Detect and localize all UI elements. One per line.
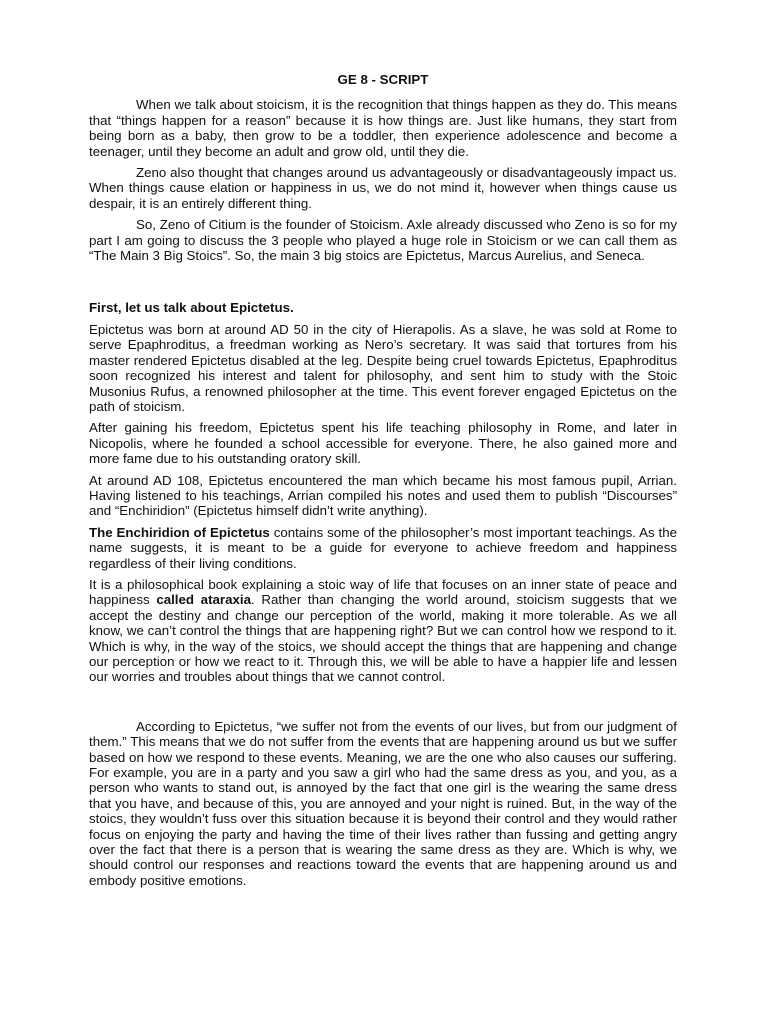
epictetus-paragraph-2: After gaining his freedom, Epictetus spent his life teaching philosophy in Rome, and later in Nicopolis, where he founded a school accessible for everyone. There, he also gained more and more fame due to his outstanding oratory skill. <box>89 420 677 467</box>
ataraxia-text-after: . Rather than changing the world around, stoicism suggests that we accept the destiny and change our perception of the world, making it more tolerable. As we all know, we can’t control the things that are happening right? But we can control how we respond to it. Which is why, in the way of the stoics, we should accept the things that are happening and change our perception or how we react to it. Through this, we will be able to have a happier life and lessen our worries and troubles about things that we cannot control. <box>89 592 677 685</box>
document-page <box>89 72 677 888</box>
enchiridion-text: contains some of the philosopher’s most important teachings. As the name suggests, it is meant to be a guide for everyone to achieve freedom and happiness regardless of their living conditions. <box>89 524 677 571</box>
enchiridion-bold-lead: The Enchiridion of Epictetus <box>89 524 270 540</box>
enchiridion-paragraph <box>89 525 677 571</box>
ataraxia-bold: called ataraxia <box>156 592 251 608</box>
ataraxia-paragraph <box>89 577 677 685</box>
document-title: GE 8 - SCRIPT <box>337 72 429 87</box>
intro-paragraph-2: Zeno also thought that changes around us advantageously or disadvantageously impact us. When things cause elation or happiness in us, we do not mind it, however when things cause us despair, it is an entirely different thing. <box>89 165 677 211</box>
quote-paragraph: According to Epictetus, “we suffer not from the events of our lives, but from our judgment of them.” This means that we do not suffer from the events that are happening around us but we suffer based on how we respond to these events. Meaning, we are the one who also causes our suffering. For example, you are in a party and you saw a girl who had the same dress as you, and you, as a person who wants to stand out, is annoyed by the fact that one girl is the wearing the same dress that you have, and because of this, you are annoyed and your night is ruined. But, in the way of the stoics, they wouldn’t fuss over this situation because it is beyond their control and they would rather focus on enjoying the party and having the time of their lives rather than fussing and getting angry over the fact that there is a person that is wearing the same dress as they are. Which is why, we should control our responses and reactions toward the events that are happening around us and embody positive emotions. <box>89 718 677 888</box>
ataraxia-text-before: It is a philosophical book explaining a stoic way of life that focuses on an inner state of peace and happiness <box>89 576 677 608</box>
intro-paragraph-3: So, Zeno of Citium is the founder of Stoicism. Axle already discussed who Zeno is so for my part I am going to discuss the 3 people who played a huge role in Stoicism or we can call them as “The Main 3 Big Stoics”. So, the main 3 big stoics are Epictetus, Marcus Aurelius, and Seneca. <box>89 217 677 264</box>
intro-paragraph-1: When we talk about stoicism, it is the recognition that things happen as they do. This means that “things happen for a reason” because it is how things are. Just like humans, they start from being born as a baby, then grow to be a toddler, then experience adolescence and become a teenager, until they become an adult and grow old, until they die. <box>89 97 677 159</box>
epictetus-heading: First, let us talk about Epictetus. <box>89 300 294 316</box>
epictetus-paragraph-3: At around AD 108, Epictetus encountered the man which became his most famous pupil, Arrian. Having listened to his teachings, Arrian compiled his notes and used them to publish “Discourses” and “Enchiridion” (Epictetus himself didn’t write anything). <box>89 472 677 519</box>
epictetus-paragraph-1: Epictetus was born at around AD 50 in the city of Hierapolis. As a slave, he was sold at Rome to serve Epaphroditus, a freedman working as Nero’s secretary. It was said that tortures from his master rendered Epictetus disabled at the leg. Despite being cruel towards Epictetus, Epaphroditus soon recognized his interest and talent for philosophy, and sent him to study with the Stoic Musonius Rufus, a renowned philosopher at the time. This event forever engaged Epictetus on the path of stoicism. <box>89 321 677 414</box>
